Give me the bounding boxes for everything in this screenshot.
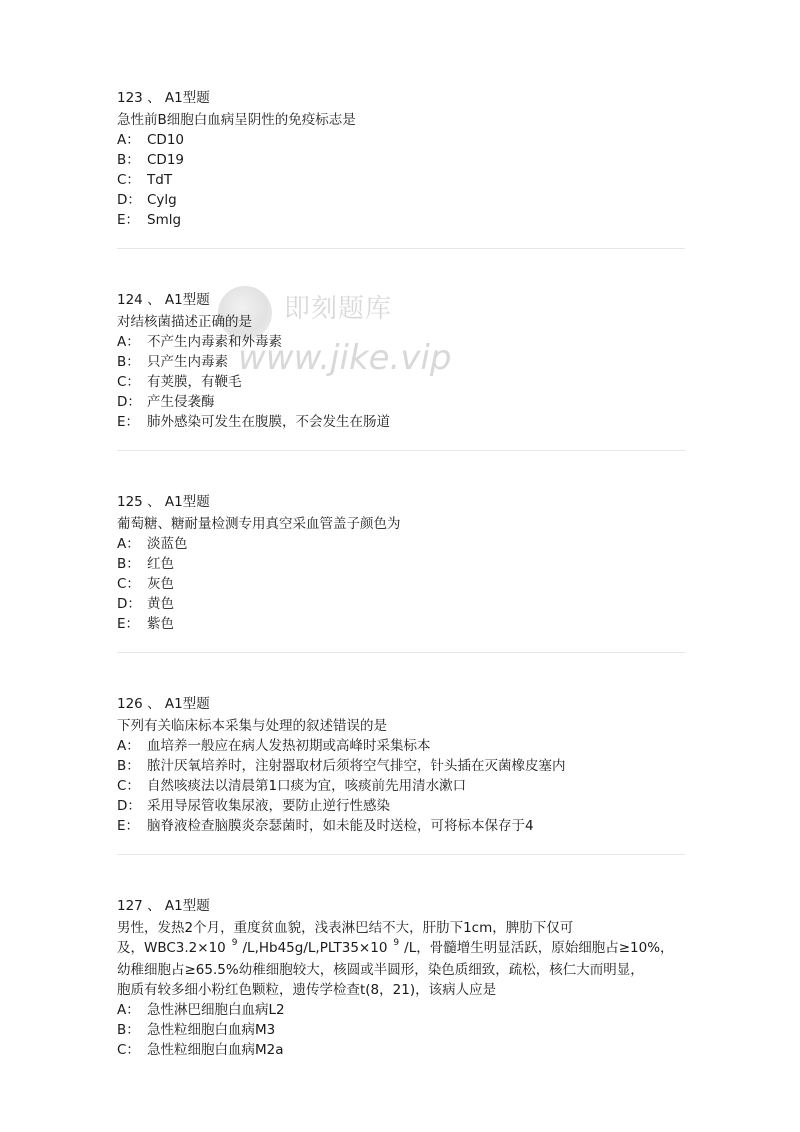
- question-127: [117, 896, 685, 1060]
- question-header: [117, 896, 685, 916]
- question-type: A1型题: [164, 696, 210, 712]
- option-a[interactable]: A： 血培养一般应在病人发热初期或高峰时采集标本: [117, 738, 431, 754]
- option-e[interactable]: E： 肺外感染可发生在腹膜，不会发生在肠道: [117, 414, 390, 430]
- question-stem: 对结核菌描述正确的是: [117, 314, 252, 330]
- option-c[interactable]: C： 自然咳痰法以清晨第1口痰为宜，咳痰前先用清水漱口: [117, 778, 467, 794]
- question-stem: 急性前B细胞白血病呈阴性的免疫标志是: [117, 112, 356, 128]
- stem-line: 胞质有较多细小粉红色颗粒，遗传学检查t(8，21)，该病人应是: [117, 982, 497, 998]
- option-b[interactable]: B： 红色: [117, 556, 174, 572]
- option-c[interactable]: C： 有荚膜，有鞭毛: [117, 374, 242, 390]
- question-type: A1型题: [164, 494, 210, 510]
- question-number: 126: [117, 696, 143, 712]
- question-number: 124: [117, 292, 143, 308]
- superscript: 9: [393, 938, 400, 948]
- question-124: [117, 290, 685, 432]
- question-type: A1型题: [164, 898, 210, 914]
- option-d[interactable]: D： Cylg: [117, 192, 177, 208]
- option-e[interactable]: E： 紫色: [117, 616, 174, 632]
- divider: [117, 450, 685, 451]
- option-a[interactable]: A： 淡蓝色: [117, 536, 188, 552]
- option-b[interactable]: B： 脓汁厌氧培养时，注射器取材后须将空气排空，针头插在灭菌橡皮塞内: [117, 758, 566, 774]
- question-number: 127: [117, 898, 143, 914]
- question-sep: 、: [147, 90, 161, 106]
- option-d[interactable]: D： 产生侵袭酶: [117, 394, 215, 410]
- option-c[interactable]: C： TdT: [117, 172, 173, 188]
- stem-line: 男性，发热2个月，重度贫血貌，浅表淋巴结不大，肝肋下1cm，脾肋下仅可: [117, 920, 574, 936]
- question-type: A1型题: [164, 292, 210, 308]
- stem-line: 及，WBC3.2×10 $^9$ /L,Hb45g/L,PLT35×10 $^9$ /L，骨髓增生明显活跃，原始细胞占≥10%，: [117, 938, 674, 956]
- superscript: 9: [231, 938, 238, 948]
- option-e[interactable]: E： 脑脊液检查脑膜炎奈瑟菌时，如未能及时送检，可将标本保存于4: [117, 818, 534, 834]
- question-sep: 、: [147, 292, 161, 308]
- divider: [117, 854, 685, 855]
- question-header: [117, 492, 685, 512]
- question-stem: 葡萄糖、糖耐量检测专用真空采血管盖子颜色为: [117, 516, 401, 532]
- question-sep: 、: [147, 494, 161, 510]
- option-b[interactable]: B： 急性粒细胞白血病M3: [117, 1022, 276, 1038]
- question-list: [117, 88, 685, 1060]
- question-sep: 、: [147, 696, 161, 712]
- divider: [117, 652, 685, 653]
- question-number: 123: [117, 90, 143, 106]
- question-stem: [117, 918, 685, 1000]
- question-125: [117, 492, 685, 634]
- question-header: [117, 290, 685, 310]
- option-d[interactable]: D： 采用导尿管收集尿液，要防止逆行性感染: [117, 798, 390, 814]
- stem-line: 幼稚细胞占≥65.5%幼稚细胞较大，核圆或半圆形，染色质细致，疏松，核仁大而明显，: [117, 962, 644, 978]
- option-b[interactable]: B： CD19: [117, 152, 184, 168]
- question-number: 125: [117, 494, 143, 510]
- watermark-url: www.jike.vip: [238, 338, 452, 378]
- option-a[interactable]: A： 急性淋巴细胞白血病L2: [117, 1002, 285, 1018]
- question-header: [117, 694, 685, 714]
- divider: [117, 248, 685, 249]
- question-stem: 下列有关临床标本采集与处理的叙述错误的是: [117, 718, 387, 734]
- watermark-name: 即刻题库: [284, 294, 393, 324]
- option-c[interactable]: C： 灰色: [117, 576, 174, 592]
- question-type: A1型题: [164, 90, 210, 106]
- question-sep: 、: [147, 898, 161, 914]
- option-b[interactable]: B： 只产生内毒素: [117, 354, 228, 370]
- option-d[interactable]: D： 黄色: [117, 596, 174, 612]
- option-a[interactable]: A： CD10: [117, 132, 184, 148]
- option-c[interactable]: C： 急性粒细胞白血病M2a: [117, 1042, 284, 1058]
- question-123: [117, 88, 685, 230]
- question-126: [117, 694, 685, 836]
- option-a[interactable]: A： 不产生内毒素和外毒素: [117, 334, 282, 350]
- question-header: [117, 88, 685, 108]
- option-e[interactable]: E： Smlg: [117, 212, 182, 228]
